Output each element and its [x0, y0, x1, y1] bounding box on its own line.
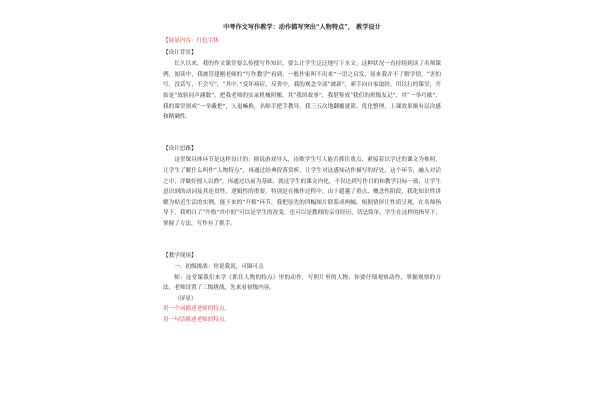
screen-display-label: （屏显） — [174, 295, 197, 302]
red-prompt-one: 用一个词描述老师的特点。 — [163, 306, 231, 313]
display-content-note: 【展显内容：红色字体 — [163, 38, 219, 44]
challenge-level-one: 一、初级挑战：你说我说，可圈可点 — [174, 264, 264, 271]
red-prompt-two: 用一句话描述老师的特点。 — [163, 317, 231, 324]
document-title: 中考作文写作教学：动作描写突出“人物特点”， 教学设计 — [223, 24, 381, 31]
background-paragraph: 长久以来，我的作文课堂要么传授写作知识，要么让学生泛泛地写下水文。这种状况一直持续到读了名师课例，阅读中，我被管建刚老师的“写作教学”看到，一般作家叫不出来”一语之启发，原来我并不了解学情，“害怕写，没话写，不会写”，“其中，”变坏病症，反省中，我的观念全部“被新”，索手向自家取经，用以行的课堂，开始是“效验同声涵数”，把我老师的实录机械照搬，其“我的故事”，我借鉴成“我们的班级友记”，其“一举巧歇”，我的课堂则成“一举戴把”，人退嘛换，名师手把手教导，我三五次地翻覆就简、优化整理，上课效果渐有层次感和精确性。 — [163, 61, 441, 121]
classroom-paragraph: 师：这堂课我们来学《抓住人物的特点》里的动作，写照片里的人物，你要仔细观察动作，掌握观察的方法，老师设置了三级挑战，先来看初级内容。 — [163, 274, 441, 292]
design-paragraph: 这堂课具体环节是这样设计的：据说游戏导入，诗歌学生写人能否抓住重点，紧接着以学过的课文为参照，让学生了解什么叫作“人物特点”，再通过经典段落赏析，让学生对这感知动作描写的好处，这个环节，融入对话之中，详做好授人以渔”，再通过以前为基础，就这学生的课文内化，不仅达到写作目的和教学目标一致，让学生意识到的动词及其连贯性，逻辑性的重要，特别是在操作过程中，由于超越了重点、概念性阶段，我化知识性讲解为贴近生活的实例，能下来的“升格”环节，我把原先的四幅图片联系成两幅，根据情形让性质呈现，在名师指导下，我明白了“升格”其中的“可以是学生的改变，也可以是教师的亲身经历，切忌简单，学生在这样的指导下，掌握了方法，写作有了抓手。 — [163, 157, 441, 227]
section-heading-classroom: 【教学现场】 — [163, 252, 197, 259]
section-heading-design: 【设计思路】 — [163, 145, 197, 152]
section-heading-background: 【设计背景】 — [163, 49, 197, 56]
document-page — [163, 20, 441, 392]
